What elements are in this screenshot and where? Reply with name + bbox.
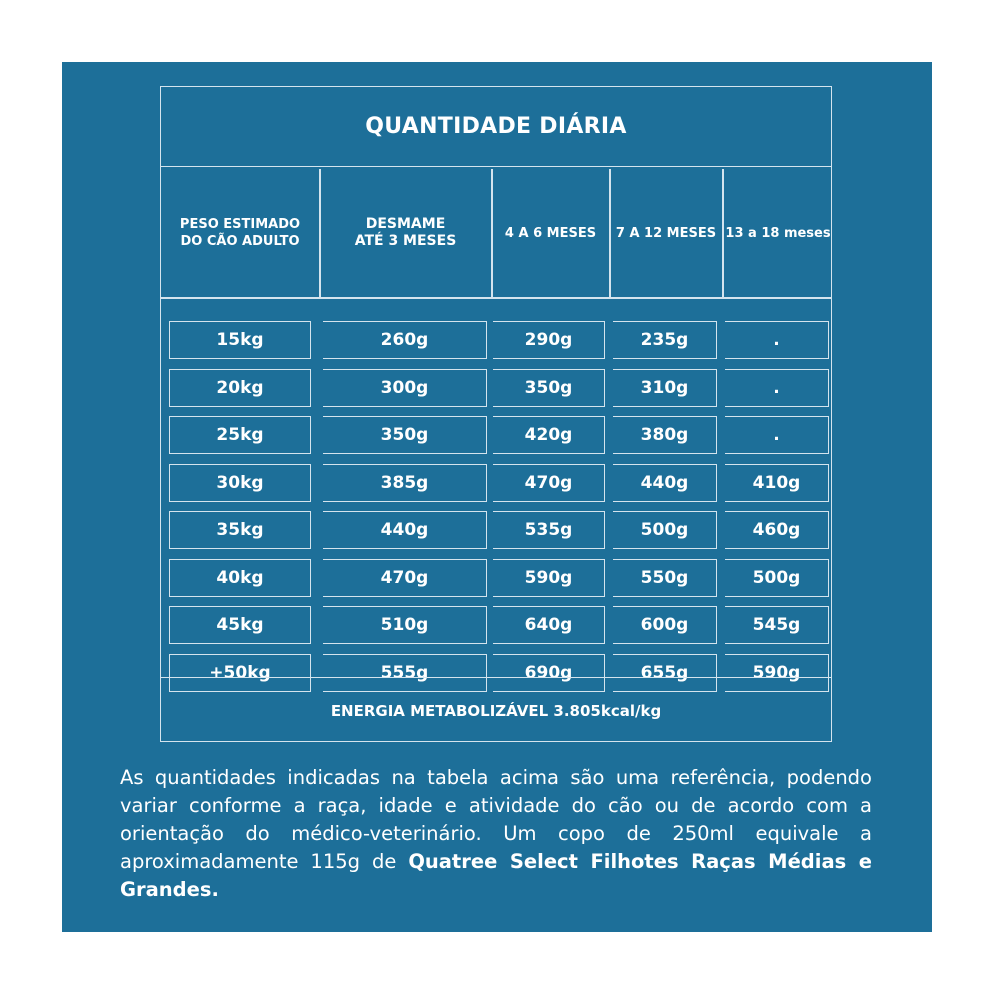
cell-weaning: 260g xyxy=(323,321,487,359)
cell-weaning: 350g xyxy=(323,416,487,454)
header-weaning: DESMAME ATÉ 3 MESES xyxy=(354,216,457,249)
table-title: QUANTIDADE DIÁRIA xyxy=(161,87,831,167)
cell-weight: +50kg xyxy=(169,654,311,692)
cell-7-12-months: 380g xyxy=(613,416,717,454)
cell-4-6-months: 420g xyxy=(493,416,605,454)
cell-weight: 25kg xyxy=(169,416,311,454)
cell-weaning: 555g xyxy=(323,654,487,692)
energy-label: ENERGIA METABOLIZÁVEL 3.805kcal/kg xyxy=(161,677,831,743)
cell-weaning: 440g xyxy=(323,511,487,549)
cell-weight: 20kg xyxy=(169,369,311,407)
cell-13-18-months: 590g xyxy=(725,654,829,692)
footnote xyxy=(120,764,872,904)
table-row xyxy=(161,369,831,407)
cell-7-12-months: 500g xyxy=(613,511,717,549)
footnote-text: As quantidades indicadas na tabela acima são uma referência, podendo variar conforme a raça, idade e atividade do cão ou de acordo com a orientação do médico-veterinário. Um copo de 250ml equivale a aproximadamente 115g de xyxy=(120,766,872,873)
cell-4-6-months: 690g xyxy=(493,654,605,692)
cell-weight: 35kg xyxy=(169,511,311,549)
cell-weight: 45kg xyxy=(169,606,311,644)
header-13-18-months: 13 a 18 meses xyxy=(725,225,831,241)
cell-4-6-months: 535g xyxy=(493,511,605,549)
cell-7-12-months: 550g xyxy=(613,559,717,597)
cell-weaning: 510g xyxy=(323,606,487,644)
table-row xyxy=(161,559,831,597)
cell-weaning: 300g xyxy=(323,369,487,407)
cell-4-6-months: 590g xyxy=(493,559,605,597)
cell-weaning: 385g xyxy=(323,464,487,502)
cell-weight: 40kg xyxy=(169,559,311,597)
cell-7-12-months: 600g xyxy=(613,606,717,644)
cell-13-18-months: 545g xyxy=(725,606,829,644)
cell-7-12-months: 655g xyxy=(613,654,717,692)
cell-7-12-months: 235g xyxy=(613,321,717,359)
cell-4-6-months: 350g xyxy=(493,369,605,407)
header-4-6-months: 4 A 6 MESES xyxy=(504,225,597,241)
cell-weaning: 470g xyxy=(323,559,487,597)
product-name: Quatree Select Filhotes Raças Médias e Grandes. xyxy=(120,850,872,901)
table-row xyxy=(161,606,831,644)
header-divider xyxy=(161,297,831,299)
feeding-table xyxy=(160,86,832,742)
cell-4-6-months: 640g xyxy=(493,606,605,644)
cell-13-18-months: . xyxy=(725,321,829,359)
cell-13-18-months: 410g xyxy=(725,464,829,502)
table-row xyxy=(161,321,831,359)
cell-13-18-months: 460g xyxy=(725,511,829,549)
cell-weight: 15kg xyxy=(169,321,311,359)
header-7-12-months: 7 A 12 MESES xyxy=(615,225,717,241)
cell-7-12-months: 440g xyxy=(613,464,717,502)
cell-7-12-months: 310g xyxy=(613,369,717,407)
feeding-panel xyxy=(62,62,932,932)
cell-13-18-months: . xyxy=(725,369,829,407)
cell-4-6-months: 290g xyxy=(493,321,605,359)
cell-13-18-months: . xyxy=(725,416,829,454)
table-row xyxy=(161,511,831,549)
cell-weight: 30kg xyxy=(169,464,311,502)
cell-13-18-months: 500g xyxy=(725,559,829,597)
table-row xyxy=(161,416,831,454)
cell-4-6-months: 470g xyxy=(493,464,605,502)
header-weight: PESO ESTIMADO DO CÃO ADULTO xyxy=(179,217,301,249)
table-row xyxy=(161,464,831,502)
